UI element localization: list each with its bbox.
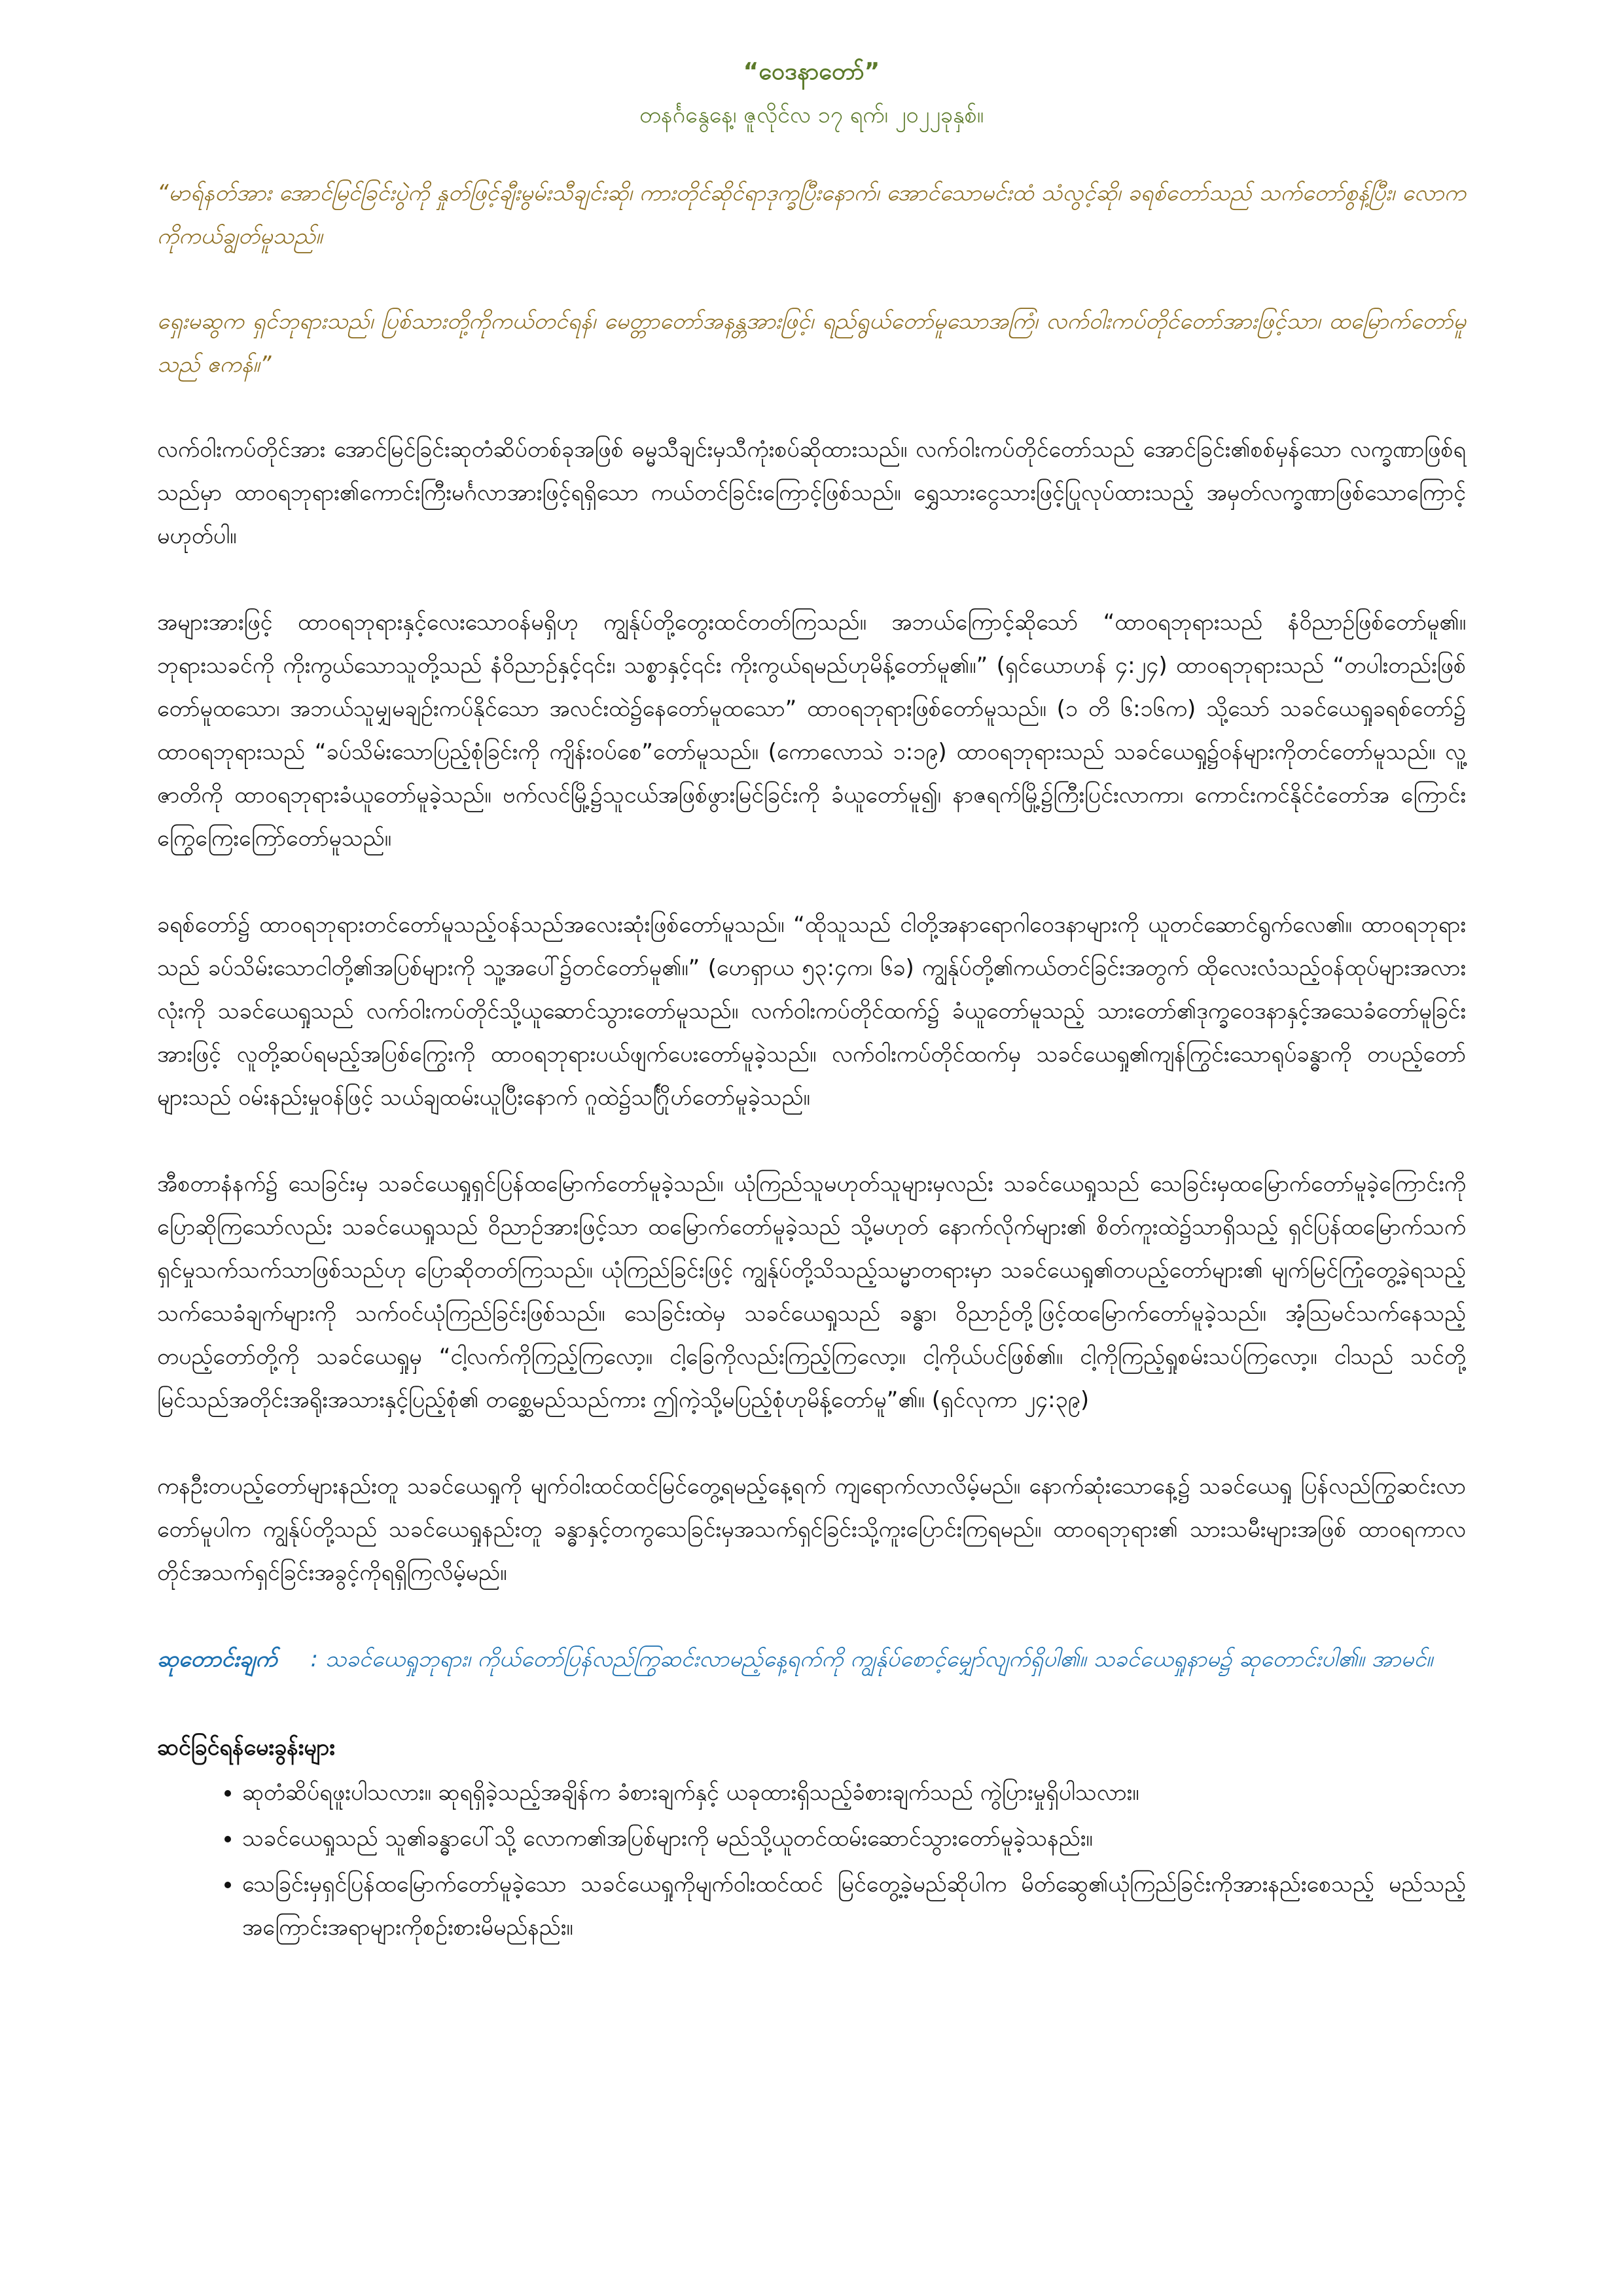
list-item: • သေခြင်းမှရှင်ပြန်ထမြောက်တော်မူခဲ့သော သခင်ယေရှုကိုမျက်ဝါးထင်ထင် မြင်တွေ့ခဲ့မည်ဆိုပါက မိတ်ဆွေ၏ယုံကြည်ခြင်းကိုအားနည်းစေသည့် မည်သည့် အကြောင်းအရာများကိုစဉ်းစားမိမည်နည်း။ xyxy=(242,1863,1466,1949)
prayer-block xyxy=(157,1638,1466,1681)
body-paragraph-3: ခရစ်တော်၌ ထာဝရဘုရားတင်တော်မူသည့်ဝန်သည်အလေးဆုံးဖြစ်တော်မူသည်။ “ထိုသူသည် ငါတို့အနာရောဂါဝေဒနာများကို ယူတင်ဆောင်ရွက်လေ၏။ ထာဝရဘုရားသည် ခပ်သိမ်းသောငါတို့၏အပြစ်များကို သူ့အပေါ်၌တင်တော်မူ၏။” (ဟေရှာယ ၅၃:၄က၊ ၆ခ) ကျွန်ုပ်တို့၏ကယ်တင်ခြင်းအတွက် ထိုလေးလံသည့်ဝန်ထုပ်များအလားလုံးကို သခင်ယေရှုသည် လက်ဝါးကပ်တိုင်သို့ယူဆောင်သွားတော်မူသည်။ လက်ဝါးကပ်တိုင်ထက်၌ ခံယူတော်မူသည့် သားတော်၏ဒုက္ခဝေဒနာနှင့်အသေခံတော်မူခြင်းအားဖြင့် လူတို့ဆပ်ရမည့်အပြစ်ကြွေးကို ထာဝရဘုရားပယ်ဖျက်ပေးတော်မူခဲ့သည်။ လက်ဝါးကပ်တိုင်ထက်မှ သခင်ယေရှု၏ကျန်ကြွင်းသောရုပ်ခန္ဓာကို တပည့်တော်များသည် ဝမ်းနည်းမှုဝန်ဖြင့် သယ်ချထမ်းယူပြီးနောက် ဂူထဲ၌သင်္ဂြိုဟ်တော်မူခဲ့သည်။ xyxy=(157,912,1466,1111)
body-paragraph-2: အများအားဖြင့် ထာဝရဘုရားနှင့်လေးသောဝန်မရှိဟု ကျွန်ုပ်တို့တွေးထင်တတ်ကြသည်။ အဘယ်ကြောင့်ဆိုသော် “ထာဝရဘုရားသည် နံဝိညာဉ်ဖြစ်တော်မူ၏။ ဘုရားသခင်ကို ကိုးကွယ်သောသူတို့သည် နံဝိညာဉ်နှင့်၎င်း၊ သစ္စာနှင့်၎င်း ကိုးကွယ်ရမည်ဟုမိန့်တော်မူ၏။” (ရှင်ယောဟန် ၄:၂၄) ထာဝရဘုရားသည် “တပါးတည်းဖြစ်တော်မူထသော၊ အဘယ်သူမျှမချဉ်းကပ်နိုင်သော အလင်းထဲ၌နေတော်မူထသော” ထာဝရဘုရားဖြစ်တော်မူသည်။ (၁ တိ ၆:၁၆က) သို့သော် သခင်ယေရှုခရစ်တော်၌ ထာဝရဘုရားသည် “ခပ်သိမ်းသောပြည့်စုံခြင်းကို ကျိန်းဝပ်စေ”တော်မူသည်။ (ကောလောသဲ ၁:၁၉) ထာဝရဘုရားသည် သခင်ယေရှု၌ဝန်များကိုတင်တော်မူသည်။ လူ့ဇာတိကို ထာဝရဘုရားခံယူတော်မူခဲ့သည်။ ဗက်လင်မြို့၌သူငယ်အဖြစ်ဖွားမြင်ခြင်းကို ခံယူတော်မူ၍၊ နာဇရက်မြို့၌ကြီးပြင်းလာကာ၊ ကောင်းကင်နိုင်ငံတော်အ ကြောင်းကြွေကြေးကြော်တော်မူသည်။ xyxy=(157,609,1466,852)
opening-verse-1: “မာရ်နတ်အား အောင်မြင်ခြင်းပွဲကို နှုတ်ဖြင့်ချီးမွမ်းသီချင်းဆို၊ ကားတိုင်ဆိုင်ရာဒုက္ခပြီးနောက်၊ အောင်သောမင်းထံ သံလွင့်ဆို၊ ခရစ်တော်သည် သက်တော်စွန့်ပြီး၊ လောကကိုကယ်ချွတ်မူသည်။ xyxy=(157,180,1466,249)
questions-list xyxy=(157,1771,1466,1949)
body-paragraph-1: လက်ဝါးကပ်တိုင်အား အောင်မြင်ခြင်းဆုတံဆိပ်တစ်ခုအဖြစ် ဓမ္မသီချင်းမှသီကုံးစပ်ဆိုထားသည်။ လက်ဝါးကပ်တိုင်တော်သည် အောင်ခြင်း၏စစ်မှန်သော လက္ခဏာဖြစ်ရသည်မှာ ထာဝရဘုရား၏ကောင်းကြီးမင်္ဂလာအားဖြင့်ရရှိသော ကယ်တင်ခြင်းကြောင့်ဖြစ်သည်။ ရွှေသားငွေသားဖြင့်ပြုလုပ်ထားသည့် အမှတ်လက္ခဏာဖြစ်သောကြောင့်မဟုတ်ပါ။ xyxy=(157,437,1466,549)
body-paragraph-4: အီစတာနံနက်၌ သေခြင်းမှ သခင်ယေရှုရှင်ပြန်ထမြောက်တော်မူခဲ့သည်။ ယုံကြည်သူမဟုတ်သူများမှလည်း သခင်ယေရှုသည် သေခြင်းမှထမြောက်တော်မူခဲ့ကြောင်းကိုပြောဆိုကြသော်လည်း သခင်ယေရှုသည် ဝိညာဉ်အားဖြင့်သာ ထမြောက်တော်မူခဲ့သည် သို့မဟုတ် နောက်လိုက်များ၏ စိတ်ကူးထဲ၌သာရှိသည့် ရှင်ပြန်ထမြောက်သက်ရှင်မှုသက်သက်သာဖြစ်သည်ဟု ပြောဆိုတတ်ကြသည်။ ယုံကြည်ခြင်းဖြင့် ကျွန်ုပ်တို့သိသည့်သမ္မာတရားမှာ သခင်ယေရှု၏တပည့်တော်များ၏ မျက်မြင်ကြုံတွေ့ခဲ့ရသည့် သက်သေခံချက်များကို သက်ဝင်ယုံကြည်ခြင်းဖြစ်သည်။ သေခြင်းထဲမှ သခင်ယေရှုသည် ခန္ဓာ၊ ဝိညာဉ်တို့ဖြင့်ထမြောက်တော်မူခဲ့သည်။ အံ့ဩမင်သက်နေသည့်တပည့်တော်တို့ကို သခင်ယေရှုမှ “ငါ့လက်ကိုကြည့်ကြလော့။ ငါ့ခြေကိုလည်းကြည့်ကြလော့။ ငါ့ကိုယ်ပင်ဖြစ်၏။ ငါ့ကိုကြည့်ရှုစမ်းသပ်ကြလော့။ ငါသည် သင်တို့မြင်သည်အတိုင်းအရိုးအသားနှင့်ပြည့်စုံ၏ တစ္ဆေမည်သည်ကား ဤကဲ့သို့မပြည့်စုံဟုမိန့်တော်မူ”၏။ (ရှင်လုကာ ၂၄:၃၉) xyxy=(157,1171,1466,1413)
prayer-label: ဆုတောင်းချက် xyxy=(157,1646,277,1672)
prayer-text: : သခင်ယေရှုဘုရား၊ ကိုယ်တော်ပြန်လည်ကြွဆင်းလာမည့်နေ့ရက်ကို ကျွန်ုပ်စောင့်မျှော်လျက်ရှိပါ၏။ သခင်ယေရှုနာမ၌ ဆုတောင်းပါ၏။ အာမင်။ xyxy=(310,1646,1433,1672)
questions-heading: ဆင်ခြင်ရန်မေးခွန်းများ xyxy=(157,1734,335,1761)
list-item: • သခင်ယေရှုသည် သူ၏ခန္ဓာပေါ်သို့ လောက၏အပြစ်များကို မည်သို့ယူတင်ထမ်းဆောင်သွားတော်မူခဲ့သနည်း။ xyxy=(242,1817,1466,1860)
page-date: တနင်္ဂနွေနေ့၊ ဇူလိုင်လ ၁၇ ရက်၊ ၂၀၂၂ခုနှစ်။ xyxy=(639,102,984,128)
page-title: “ဝေဒနာတော်” xyxy=(743,58,880,85)
body-paragraph-5: ကနဦးတပည့်တော်များနည်းတူ သခင်ယေရှုကို မျက်ဝါးထင်ထင်မြင်တွေ့ရမည့်နေ့ရက် ကျရောက်လာလိမ့်မည်။ နောက်ဆုံးသောနေ့၌ သခင်ယေရှု ပြန်လည်ကြွဆင်းလာတော်မူပါက ကျွန်ုပ်တို့သည် သခင်ယေရှုနည်းတူ ခန္ဓာနှင့်တကွသေခြင်းမှအသက်ရှင်ခြင်းသို့ကူးပြောင်းကြရမည်။ ထာဝရဘုရား၏ သားသမီးများအဖြစ် ထာဝရကာလတိုင်အသက်ရှင်ခြင်းအခွင့်ကိုရရှိကြလိမ့်မည်။ xyxy=(157,1473,1466,1586)
list-item: • ဆုတံဆိပ်ရဖူးပါသလား။ ဆုရရှိခဲ့သည့်အချိန်က ခံစားချက်နှင့် ယခုထားရှိသည့်ခံစားချက်သည် ကွဲပြားမှုရှိပါသလား။ xyxy=(242,1771,1466,1814)
opening-verse-2: ရှေးမဆွက ရှင်ဘုရားသည်၊ ပြစ်သားတို့ကိုကယ်တင်ရန်၊ မေတ္တာတော်အနန္တအားဖြင့်၊ ရည်ရွယ်တော်မူသောအကြံ၊ လက်ဝါးကပ်တိုင်တော်အားဖြင့်သာ၊ ထမြောက်တော်မူသည် ဧကန်။” xyxy=(157,308,1466,378)
